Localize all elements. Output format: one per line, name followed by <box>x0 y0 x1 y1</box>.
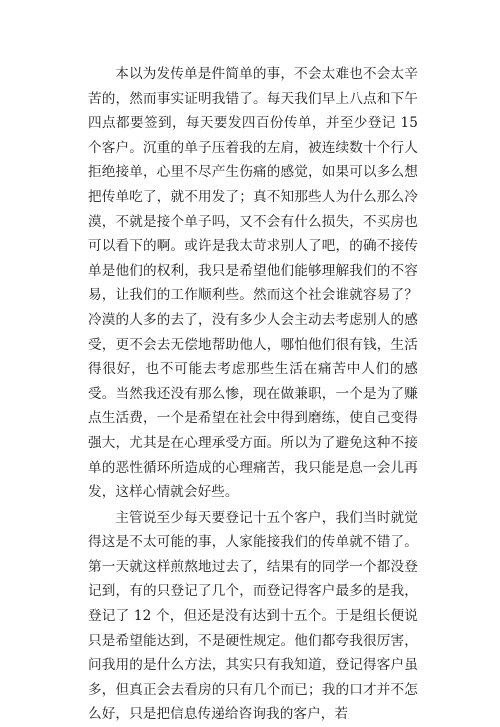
document-body <box>88 62 418 727</box>
paragraph-2: 主管说至少每天要登记十五个客户，我们当时就觉得这是不太可能的事，人家能接我们的传单就不错了。第一天就这样煎熬地过去了，结果有的同学一个都没登记到，有的只登记了几个，而登记得客户最多的是我，登记了 12 个，但还是没有达到十五个。于是组长便说只是希望能达到，不是硬性规定。他们都夸我很厉害，问我用的是什么方法，其实只有我知道，登记得客户虽多，但真正会去看房的只有几个而已；我的口才并不怎么好，只是把信息传递给咨询我的客户，若 <box>88 509 418 723</box>
paragraph-1: 本以为发传单是件简单的事，不会太难也不会太辛苦的，然而事实证明我错了。每天我们早上八点和下午四点都要签到，每天要发四百份传单，并至少登记 15 个客户。沉重的单子压着我的左肩，被连续数十个行人拒绝接单，心里不尽产生伤痛的感觉，如果可以多么想把传单吃了，就不用发了；真不知那些人为什么那么冷漠，不就是接个单子吗，又不会有什么损失，不买房也可以看下的啊。或许是我太苛求别人了吧，的确不接传单是他们的权利，我只是希望他们能够理解我们的不容易，让我们的工作顺利些。然而这个社会谁就容易了？冷漠的人多的去了，没有多少人会主动去考虑别人的感受，更不会去无偿地帮助他人，哪怕他们很有钱，生活得很好，也不可能去考虑那些生活在痛苦中人们的感受。当然我还没有那么惨，现在做兼职，一个是为了赚点生活费，一个是希望在社会中得到磨练，使自己变得强大，尤其是在心理承受方面。所以为了避免这种不接单的恶性循环所造成的心理痛苦，我只能是息一会儿再发，这样心情就会好些。 <box>88 66 418 501</box>
